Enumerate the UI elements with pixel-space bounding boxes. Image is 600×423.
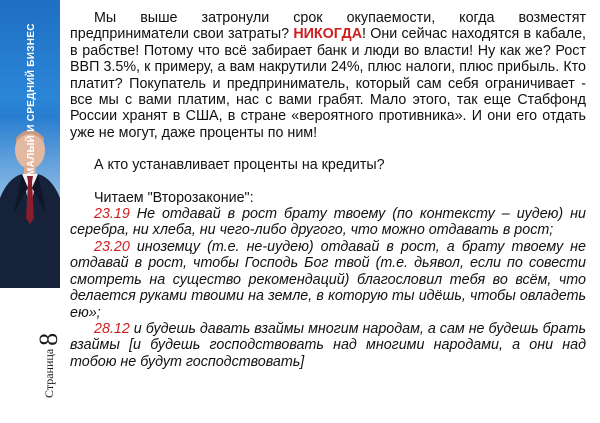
paragraph-main-start: Мы выше затронули срок окупаемости, когда возместят предприниматели свои затраты? <box>70 10 586 43</box>
verse-1-ref: 23.19 <box>94 206 130 223</box>
paragraph-main-end: ! Они сейчас находятся в кабале, в рабстве! Потому что всё забирает банк и люди во власти! Ну как же? Рост ВВП 3.5%, к примеру, а вам накрутили 24%, плюс налоги, плюс прибыль. Кто платит? Покупатель и предприниматель, который сам себя ограничивает - все мы с вами платим, нас с вами грабят. Мало этого, так еще Стабфонд России хранят в США, в стране «вероятного противника». И они его отдать уже не могут, даже проценты по ним! <box>70 26 586 141</box>
paragraph-main <box>70 10 586 141</box>
verse-2 <box>70 239 586 321</box>
page-label-word: Страница <box>42 348 56 398</box>
document-body <box>70 10 586 370</box>
page-label <box>34 333 64 398</box>
verse-1 <box>70 206 586 239</box>
verse-2-ref: 23.20 <box>94 238 130 255</box>
verse-3-text: и будешь давать взаймы многим народам, а сам не будешь брать взаймы [и будешь господствовать над многими народами, а они над тобою не будут господствовать] <box>70 320 586 370</box>
highlight-never: НИКОГДА <box>293 26 363 43</box>
reading-intro: Читаем "Второзаконие": <box>94 189 254 206</box>
question-line: А кто устанавливает проценты на кредиты? <box>94 157 385 174</box>
page-number: 8 <box>34 332 63 346</box>
verse-3-ref: 28.12 <box>94 320 130 337</box>
verse-2-text: иноземцу (т.е. не-иудею) отдавай в рост, а брату твоему не отдавай в рост, чтобы Господь Бог твой (т.е. дьявол, если по совести смотреть на существо рекомендаций) благословил тебя во всём, что делается руками твоими на земле, в которую ты идёшь, чтобы овладеть ею»; <box>70 238 586 321</box>
verse-1-text: Не отдавай в рост брату твоему (по контексту – иудею) ни серебра, ни хлеба, ни чего-либо другого, что можно отдавать в рост; <box>70 206 586 239</box>
sidebar <box>0 0 63 423</box>
sidebar-vertical-title: МАЛЫЙ И СРЕДНИЙ БИЗНЕС <box>26 23 37 176</box>
verse-3 <box>70 321 586 370</box>
